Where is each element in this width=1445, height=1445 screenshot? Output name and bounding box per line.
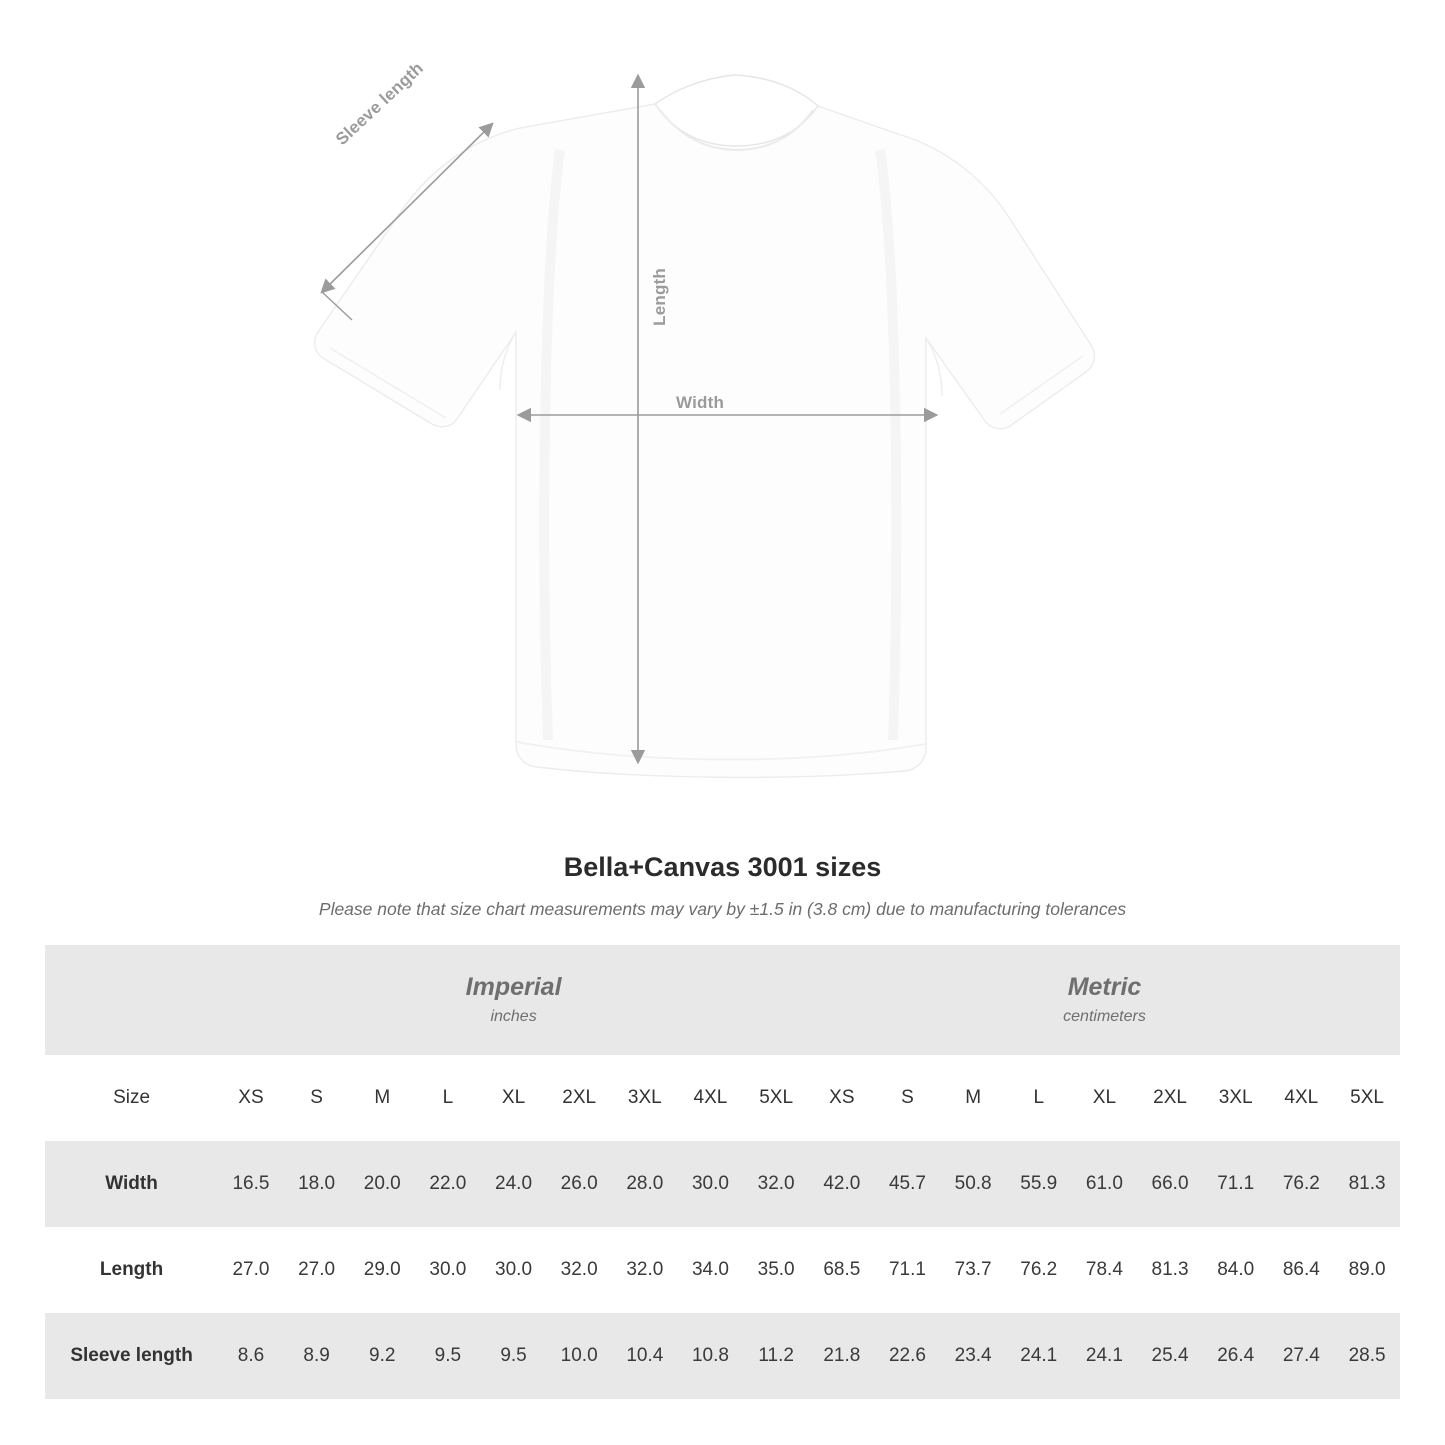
- measurement-row-label: Sleeve length: [45, 1313, 218, 1399]
- measurement-cell: 8.6: [218, 1313, 284, 1399]
- measurement-cell: 81.3: [1334, 1141, 1400, 1227]
- measurement-cell: 28.5: [1334, 1313, 1400, 1399]
- size-column-header: S: [284, 1055, 350, 1141]
- measurement-cell: 81.3: [1137, 1227, 1203, 1313]
- measurement-cell: 24.0: [481, 1141, 547, 1227]
- measurement-cell: 22.6: [875, 1313, 941, 1399]
- unit-row-spacer: [45, 945, 218, 1055]
- size-column-header: 3XL: [1203, 1055, 1269, 1141]
- shirt-shape: [315, 75, 1095, 777]
- table-row: [45, 1227, 1400, 1313]
- size-table-wrap: [0, 945, 1445, 1399]
- measurement-cell: 28.0: [612, 1141, 678, 1227]
- unit-system-label: Metric: [1067, 972, 1142, 1001]
- measurement-cell: 27.4: [1269, 1313, 1335, 1399]
- measurement-cell: 23.4: [940, 1313, 1006, 1399]
- page-title: Bella+Canvas 3001 sizes: [563, 852, 882, 882]
- size-column-header: 3XL: [612, 1055, 678, 1141]
- tolerance-note: Please note that size chart measurements may vary by ±1.5 in (3.8 cm) due to manufacturing tolerances: [318, 899, 1127, 919]
- measurement-cell: 9.5: [415, 1313, 481, 1399]
- size-column-header: 5XL: [1334, 1055, 1400, 1141]
- size-column-header: XS: [218, 1055, 284, 1141]
- measurement-cell: 42.0: [809, 1141, 875, 1227]
- measurement-cell: 71.1: [1203, 1141, 1269, 1227]
- size-table: [45, 945, 1400, 1399]
- sleeve-length-label: Sleeve length: [332, 58, 428, 149]
- size-column-header: L: [415, 1055, 481, 1141]
- measurement-cell: 32.0: [743, 1141, 809, 1227]
- measurement-cell: 18.0: [284, 1141, 350, 1227]
- size-column-header: M: [940, 1055, 1006, 1141]
- measurement-cell: 27.0: [284, 1227, 350, 1313]
- measurement-cell: 55.9: [1006, 1141, 1072, 1227]
- measurement-cell: 89.0: [1334, 1227, 1400, 1313]
- measurement-cell: 26.4: [1203, 1313, 1269, 1399]
- measurement-cell: 20.0: [349, 1141, 415, 1227]
- measurement-cell: 68.5: [809, 1227, 875, 1313]
- size-row-header: Size: [45, 1055, 218, 1141]
- measurement-row-label: Length: [45, 1227, 218, 1313]
- width-label: Width: [676, 393, 725, 412]
- measurement-cell: 26.0: [546, 1141, 612, 1227]
- unit-group-imperial: [218, 945, 809, 1055]
- measurement-cell: 27.0: [218, 1227, 284, 1313]
- length-label: Length: [650, 268, 669, 326]
- measurement-cell: 61.0: [1072, 1141, 1138, 1227]
- measurement-cell: 30.0: [481, 1227, 547, 1313]
- measurement-cell: 30.0: [415, 1227, 481, 1313]
- unit-name-label: centimeters: [1063, 1008, 1146, 1026]
- measurement-cell: 66.0: [1137, 1141, 1203, 1227]
- measurement-cell: 29.0: [349, 1227, 415, 1313]
- measurement-cell: 16.5: [218, 1141, 284, 1227]
- measurement-cell: 9.2: [349, 1313, 415, 1399]
- measurement-cell: 11.2: [743, 1313, 809, 1399]
- measurement-cell: 73.7: [940, 1227, 1006, 1313]
- measurement-cell: 50.8: [940, 1141, 1006, 1227]
- size-column-header: XS: [809, 1055, 875, 1141]
- measurement-cell: 8.9: [284, 1313, 350, 1399]
- size-column-header: S: [875, 1055, 941, 1141]
- size-column-header: 4XL: [1269, 1055, 1335, 1141]
- measurement-cell: 86.4: [1269, 1227, 1335, 1313]
- measurement-cell: 10.0: [546, 1313, 612, 1399]
- measurement-cell: 32.0: [546, 1227, 612, 1313]
- measurement-cell: 32.0: [612, 1227, 678, 1313]
- size-column-header: 2XL: [546, 1055, 612, 1141]
- measurement-cell: 25.4: [1137, 1313, 1203, 1399]
- measurement-cell: 34.0: [678, 1227, 744, 1313]
- unit-name-label: inches: [490, 1008, 537, 1026]
- size-column-header: XL: [1072, 1055, 1138, 1141]
- unit-group-metric: [809, 945, 1400, 1055]
- size-header-row: [45, 1055, 1400, 1141]
- measurement-cell: 78.4: [1072, 1227, 1138, 1313]
- size-column-header: L: [1006, 1055, 1072, 1141]
- measurement-cell: 84.0: [1203, 1227, 1269, 1313]
- table-row: [45, 1313, 1400, 1399]
- measurement-cell: 76.2: [1269, 1141, 1335, 1227]
- measurement-cell: 45.7: [875, 1141, 941, 1227]
- measurement-cell: 22.0: [415, 1141, 481, 1227]
- measurement-cell: 21.8: [809, 1313, 875, 1399]
- size-column-header: XL: [481, 1055, 547, 1141]
- size-column-header: 4XL: [678, 1055, 744, 1141]
- measurement-cell: 10.8: [678, 1313, 744, 1399]
- measurement-cell: 76.2: [1006, 1227, 1072, 1313]
- size-column-header: M: [349, 1055, 415, 1141]
- measurement-cell: 71.1: [875, 1227, 941, 1313]
- measurement-cell: 24.1: [1072, 1313, 1138, 1399]
- measurement-cell: 30.0: [678, 1141, 744, 1227]
- table-row: [45, 1141, 1400, 1227]
- measurement-cell: 35.0: [743, 1227, 809, 1313]
- unit-system-label: Imperial: [465, 972, 562, 1001]
- size-column-header: 2XL: [1137, 1055, 1203, 1141]
- title-block: [0, 852, 1445, 920]
- measurement-row-label: Width: [45, 1141, 218, 1227]
- measurement-cell: 9.5: [481, 1313, 547, 1399]
- size-column-header: 5XL: [743, 1055, 809, 1141]
- unit-header-row: [45, 945, 1400, 1055]
- measurement-cell: 10.4: [612, 1313, 678, 1399]
- measurement-cell: 24.1: [1006, 1313, 1072, 1399]
